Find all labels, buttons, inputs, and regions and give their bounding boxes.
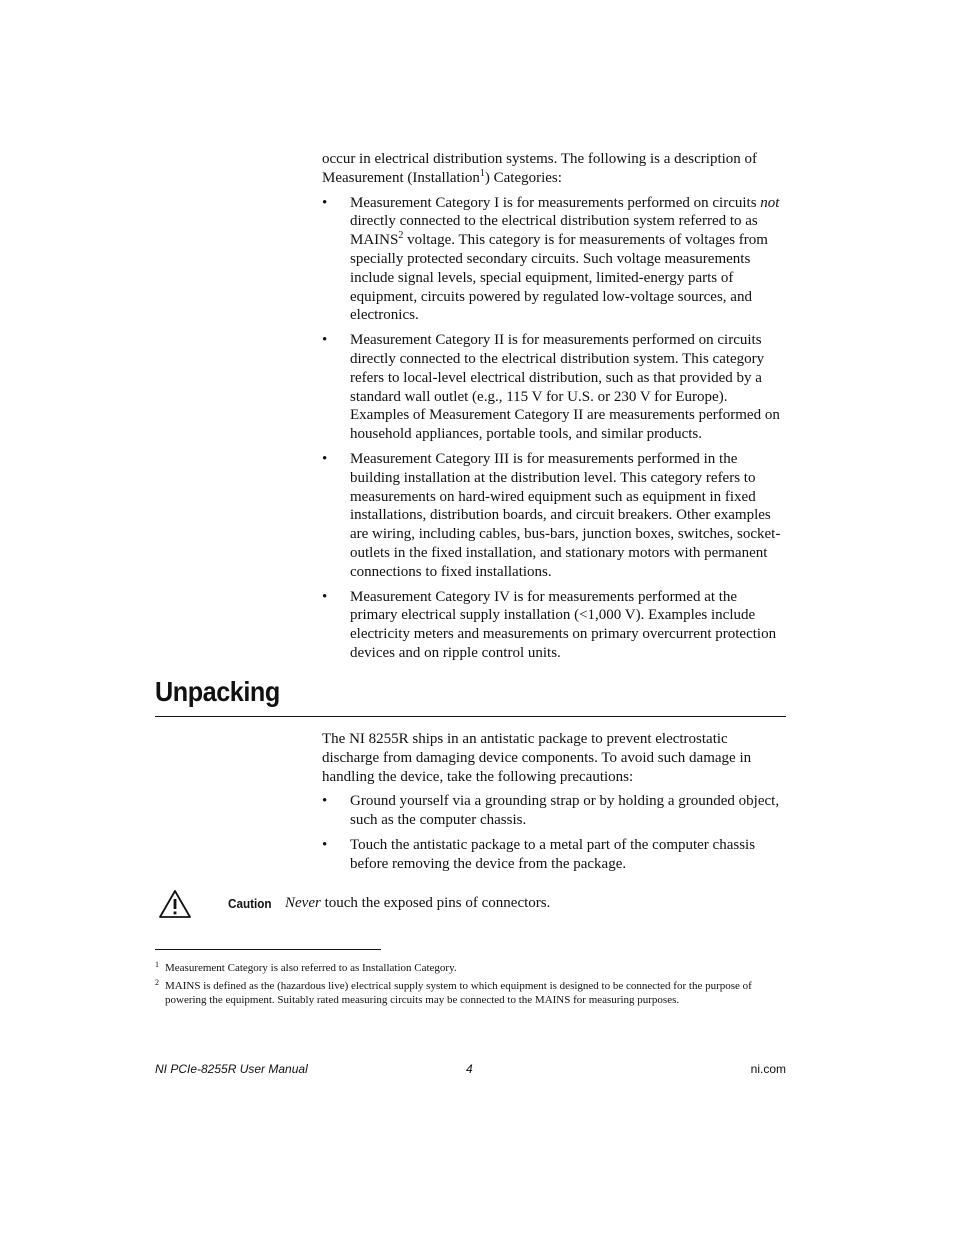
cat4-text: Measurement Category IV is for measurements performed at the primary electrical supply installation (<1,000 V). Examples include electricity meters and measurements on primary overcurrent protection devices and on ripple control units.	[350, 588, 777, 661]
caution-emphasis: Never	[285, 895, 321, 911]
bullet-glyph: •	[322, 194, 328, 211]
list-item-category-2	[322, 331, 786, 444]
caution-note	[155, 886, 786, 922]
cat1-text-post: voltage. This category is for measurements of voltages from specially protected secondary circuits. Such voltage measurements include signal levels, special equipment, limited-energy parts of equipment, circuits powered by regulated low-voltage sources, and electronics.	[350, 232, 768, 324]
caution-text	[285, 895, 550, 912]
cat1-text-pre: Measurement Category I is for measurements performed on circuits	[350, 194, 757, 211]
footnote-separator	[155, 949, 381, 950]
intro-line-2-post: ) Categories:	[484, 169, 562, 186]
warning-triangle-icon	[158, 889, 192, 919]
precaution-1-text: Ground yourself via a grounding strap or by holding a grounded object, such as the computer chassis.	[350, 793, 780, 829]
section-heading-unpacking: Unpacking	[155, 676, 280, 707]
bullet-glyph: •	[322, 793, 328, 810]
footnotes	[155, 961, 786, 1011]
bullet-glyph: •	[322, 588, 328, 605]
footnote-number: 1	[155, 960, 159, 969]
footnote-2	[155, 979, 786, 1007]
footnote-ref-1[interactable]: 1	[479, 167, 485, 179]
unpacking-section	[322, 730, 786, 874]
list-item-category-3	[322, 450, 786, 582]
intro-paragraph	[322, 150, 786, 188]
precaution-2-text: Touch the antistatic package to a metal part of the computer chassis before removing the device from the package.	[350, 836, 756, 872]
footer-page-number: 4	[466, 1062, 473, 1076]
bullet-glyph: •	[322, 450, 328, 467]
intro-line-2-pre: Measurement (Installation	[322, 169, 480, 186]
list-item-precaution-1	[322, 792, 786, 830]
footnote-text: Measurement Category is also referred to as Installation Category.	[165, 962, 457, 974]
list-item-category-4	[322, 588, 786, 663]
footer-manual-title: NI PCIe-8255R User Manual	[155, 1062, 308, 1076]
cat2-text: Measurement Category II is for measurements performed on circuits directly connected to the electrical distribution system. This category refers to local-level electrical distribution, such as that provided by a standard wall outlet (e.g., 115 V for U.S. or 230 V for Europe). Examples of Measurement Category II are measurements performed on household appliances, portable tools, and similar products.	[350, 332, 780, 443]
caution-body: touch the exposed pins of connectors.	[320, 895, 551, 911]
footnote-1	[155, 961, 786, 975]
measurement-categories-section	[322, 150, 786, 663]
footnote-text: MAINS is defined as the (hazardous live) electrical supply system to which equipment is designed to be connected for the purpose of powering the equipment. Suitably rated measuring circuits may be connected to the MAINS for measuring purposes.	[165, 980, 752, 1006]
heading-rule	[155, 716, 786, 717]
unpacking-intro: The NI 8255R ships in an antistatic package to prevent electrostatic discharge from damaging device components. To avoid such damage in handling the device, take the following precautions:	[322, 731, 752, 785]
precautions-list	[322, 792, 786, 873]
bullet-glyph: •	[322, 332, 328, 349]
footnote-number: 2	[155, 978, 159, 987]
caution-label: Caution	[228, 896, 272, 911]
category-list	[322, 194, 786, 663]
intro-line-1: occur in electrical distribution systems. The following is a description of	[322, 151, 758, 167]
list-item-category-1	[322, 194, 786, 326]
bullet-glyph: •	[322, 836, 328, 853]
footer-site-link[interactable]: ni.com	[750, 1062, 786, 1076]
cat1-emphasis: not	[760, 194, 780, 211]
list-item-precaution-2	[322, 836, 786, 874]
footnote-ref-2[interactable]: 2	[398, 230, 404, 242]
cat3-text: Measurement Category III is for measurements performed in the building installation at the distribution level. This category refers to measurements on hard-wired equipment such as equipment in fixed installations, distribution boards, and circuit breakers. Other examples are wiring, including cables, bus-bars, junction boxes, switches, socket-outlets in the fixed installation, and stationary motors with permanent connections to fixed installations.	[350, 450, 781, 580]
cat1-text-mid: directly connected to the electrical distribution system referred to as MAINS	[350, 213, 758, 249]
